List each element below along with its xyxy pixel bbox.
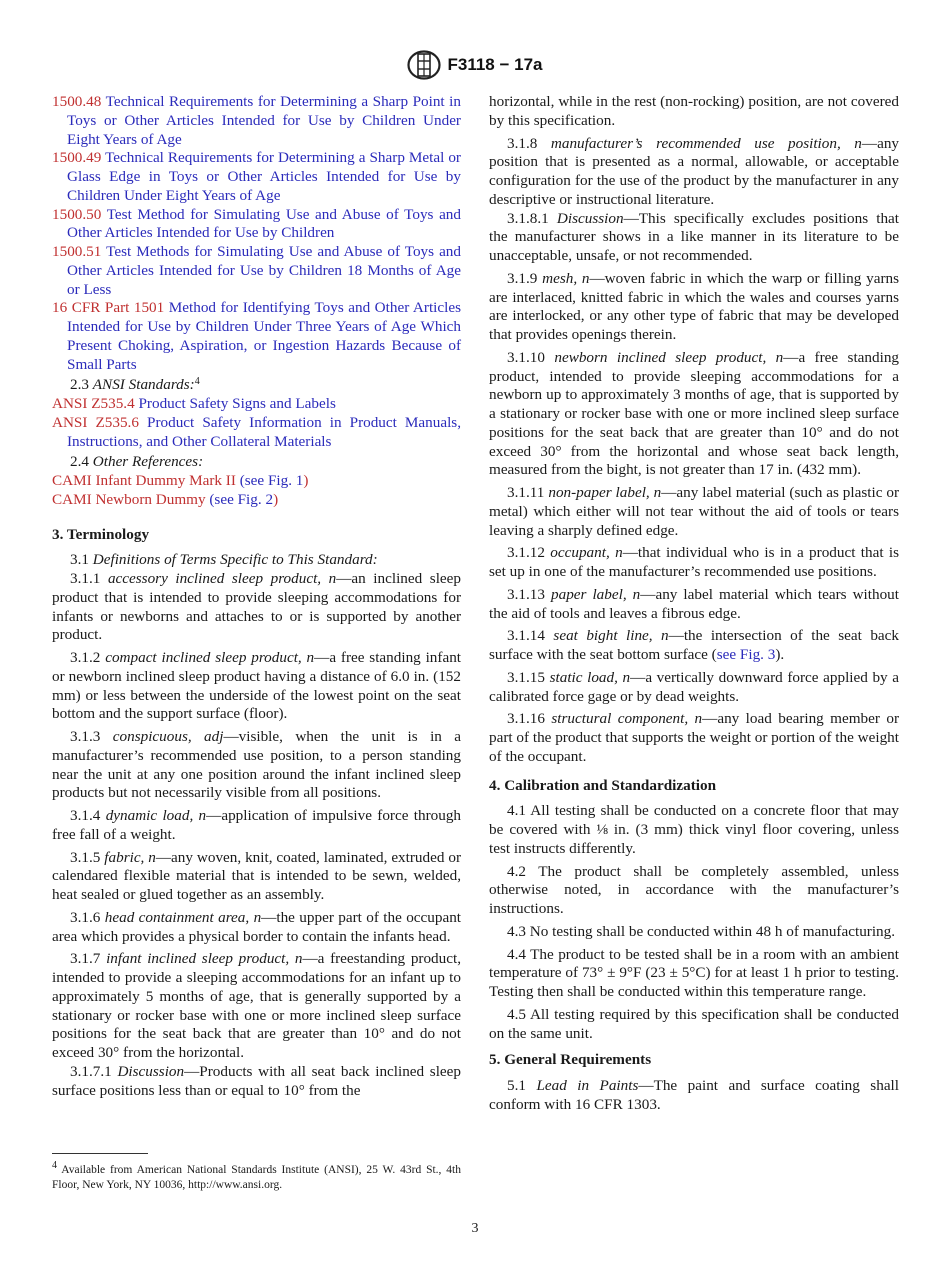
- term-definition: 3.1.15 static load, n—a vertically downward force applied by a calibrated force gage or by dead weights.: [489, 668, 900, 705]
- reference-title[interactable]: Test Method for Simulating Use and Abuse of Toys and Other Articles Intended for Use by Children: [67, 205, 461, 242]
- reference-number[interactable]: 1500.50: [52, 205, 102, 223]
- term-definition: 3.1.11 non-paper label, n—any label material (such as plastic or metal) which either will not tear without the aid of tools or tears leaving a sharply defined edge.: [489, 484, 900, 539]
- footnote: $^4$ Available from American National Standards Institute (ANSI), 25 W. 43rd St., 4th Floor, New York, NY 10036, http://www.ansi.org.: [52, 1160, 462, 1191]
- reference-title[interactable]: Product Safety Signs and Labels: [138, 395, 336, 412]
- figure-link[interactable]: see Fig. 3: [716, 646, 776, 663]
- term-definition: 3.1.2 compact inclined sleep product, n—a free standing infant or newborn inclined sleep product having a distance of 6.0 in. (152 mm) or less between the underside of the lowest point on the seat bottom and the support surface (floor).: [52, 649, 462, 723]
- term-discussion: 3.1.7.1 Discussion—Products with all seat back inclined sleep surface positions less than or equal to 10° from the: [52, 1062, 462, 1099]
- section-heading: 4. Calibration and Standardization: [489, 776, 717, 794]
- reference-title[interactable]: Technical Requirements for Determining a Sharp Point in Toys or Other Articles Intended for Use by Children Under Eight Years of Age: [67, 93, 461, 148]
- reference-item[interactable]: [52, 149, 461, 205]
- requirement-paragraph: 5.1 Lead in Paints—The paint and surface coating shall conform with 16 CFR 1303.: [489, 1077, 899, 1113]
- figure-link[interactable]: see Fig. 2: [214, 490, 274, 508]
- term-definition: 3.1.14 seat bight line, n—the intersection of the seat back surface with the seat bottom surface (see Fig. 3).: [489, 627, 899, 663]
- reference-item[interactable]: [52, 395, 461, 414]
- footnote-divider: [52, 1153, 148, 1154]
- section-heading: 5. General Requirements: [489, 1051, 652, 1069]
- reference-title[interactable]: Technical Requirements for Determining a Sharp Metal or Glass Edge in Toys or Other Articles Intended for Use by Children Under Eight Years of Age: [67, 149, 461, 204]
- astm-logo-icon: [407, 50, 441, 80]
- term-definition: 3.1.10 newborn inclined sleep product, n—a free standing product, intended to provide sleeping accommodations for a newborn up to approximately 3 months of age, that is supported by a stationary or rocker base with one or more inclined sleep surface positions for the seat back that are greater than 10° and do not exceed 30° from the horizontal and whose seat back length, measured from the bight, is not greater than 17 in. (432 mm).: [489, 348, 900, 479]
- term-definition: 3.1.12 occupant, n—that individual who is in a product that is set up in one of the manufacturer’s recommended use positions.: [489, 544, 899, 580]
- term-definition: 3.1.8 manufacturer’s recommended use position, n—any position that is presented as a normal, allowable, or acceptable configuration for the use of the product by the manufacturer in any descriptive or instructional literature.: [489, 134, 900, 208]
- requirement-paragraph: 4.3 No testing shall be conducted within 48 h of manufacturing.: [507, 922, 896, 940]
- reference-item[interactable]: [52, 299, 461, 374]
- left-column: [52, 93, 461, 1100]
- term-definition: 3.1.1 accessory inclined sleep product, n—an inclined sleep product that is intended to provide sleeping accommodations for infants or newborns and attaches to or is supported by another product.: [52, 570, 461, 644]
- reference-title[interactable]: Product Safety Information in Product Manuals, Instructions, and Other Collateral Materials: [67, 413, 462, 450]
- term-discussion: 3.1.8.1 Discussion—This specifically excludes positions that the manufacturer shows in a like manner in its literature to be unacceptable, unsafe, or not recommended.: [489, 209, 899, 264]
- requirement-paragraph: 4.5 All testing required by this specification shall be conducted on the same unit.: [489, 1005, 899, 1042]
- reference-item[interactable]: [52, 206, 461, 244]
- ansi-standards-heading: 2.3 ANSI Standards:$^4$: [70, 376, 200, 394]
- reference-item[interactable]: [52, 93, 461, 149]
- reference-number[interactable]: 1500.51: [52, 243, 102, 260]
- reference-number[interactable]: 1500.48: [52, 93, 102, 110]
- reference-title[interactable]: Test Methods for Simulating Use and Abuse of Toys and Other Articles Intended for Use by Children 18 Months of Age or Less: [67, 243, 461, 298]
- reference-item[interactable]: [52, 414, 461, 452]
- page-header: [0, 50, 950, 80]
- continued-paragraph: horizontal, while in the rest (non-rocking) position, are not covered by this specification.: [489, 93, 899, 129]
- right-column: [489, 93, 899, 1119]
- requirement-paragraph: 4.2 The product shall be completely assembled, unless otherwise noted, in accordance with the manufacturer’s instructions.: [489, 862, 899, 917]
- reference-number[interactable]: 1500.49: [52, 149, 102, 167]
- footnote-ref[interactable]: 4: [194, 376, 200, 388]
- requirement-paragraph: 4.1 All testing shall be conducted on a concrete floor that may be covered with ⅛ in. (3 mm) thick vinyl floor covering, unless test instructs differently.: [489, 802, 899, 857]
- reference-title[interactable]: Method for Identifying Toys and Other Articles Intended for Use by Children Under Three Years of Age Which Present Choking, Aspiration, or Ingestion Hazards Because of Small Parts: [67, 299, 462, 373]
- term-definition: 3.1.4 dynamic load, n—application of impulsive force through free fall of a weight.: [52, 807, 462, 843]
- standard-designation: F3118 − 17a: [447, 55, 543, 74]
- term-definition: 3.1.5 fabric, n—any woven, knit, coated, laminated, extruded or calendared flexible material that is intended to be sewn, welded, heat sealed or glued together as an assembly.: [52, 848, 462, 903]
- other-reference-item: CAMI Infant Dummy Mark II (see Fig. 1): [52, 472, 309, 489]
- section-heading: 3. Terminology: [52, 525, 150, 543]
- reference-number[interactable]: ANSI Z535.6: [52, 413, 139, 431]
- term-definition: 3.1.9 mesh, n—woven fabric in which the warp or filling yarns are interlaced, knitted fabric in which the wales and courses yarns are interlocked, or any other type of fabric that may be developed that provides openings therein.: [489, 269, 900, 343]
- term-definition: 3.1.16 structural component, n—any load bearing member or part of the product that supports the weight or portion of the weight of the occupant.: [489, 710, 900, 765]
- reference-number[interactable]: 16 CFR Part 1501: [52, 299, 165, 317]
- requirement-paragraph: 4.4 The product to be tested shall be in a room with an ambient temperature of 73° ± 9°F (23 ± 5°C) for at least 1 h prior to testing. Testing then shall be conducted within this temperature range.: [489, 945, 899, 1000]
- other-reference-item: CAMI Newborn Dummy (see Fig. 2): [52, 490, 279, 508]
- term-definition: 3.1.6 head containment area, n—the upper part of the occupant area which provides a physical border to contain the infants head.: [52, 908, 462, 945]
- reference-number[interactable]: ANSI Z535.4: [52, 395, 135, 412]
- other-references-heading: 2.4 Other References:: [70, 453, 204, 471]
- reference-item[interactable]: [52, 243, 461, 299]
- figure-link[interactable]: see Fig. 1: [244, 472, 304, 489]
- term-definition: 3.1.3 conspicuous, adj—visible, when the unit is in a manufacturer’s recommended use position, to a person standing near the unit at any one position around the infant inclined sleep products but not necessarily visible from all positions.: [52, 728, 462, 802]
- term-definition: 3.1.7 infant inclined sleep product, n—a freestanding product, intended to provide a sleeping accommodations for an infant up to approximately 5 months of age, that is generally supported by a stationary or rocker base with one or more inclined sleep surface positions for the seat back that are greater than 10° and do not exceed 30° from the horizontal.: [52, 950, 462, 1061]
- term-definition: 3.1.13 paper label, n—any label material which tears without the aid of tools and leaves a fibrous edge.: [489, 585, 899, 622]
- definitions-heading: 3.1 Definitions of Terms Specific to This Standard:: [70, 551, 378, 569]
- page-number: 3: [471, 1221, 479, 1236]
